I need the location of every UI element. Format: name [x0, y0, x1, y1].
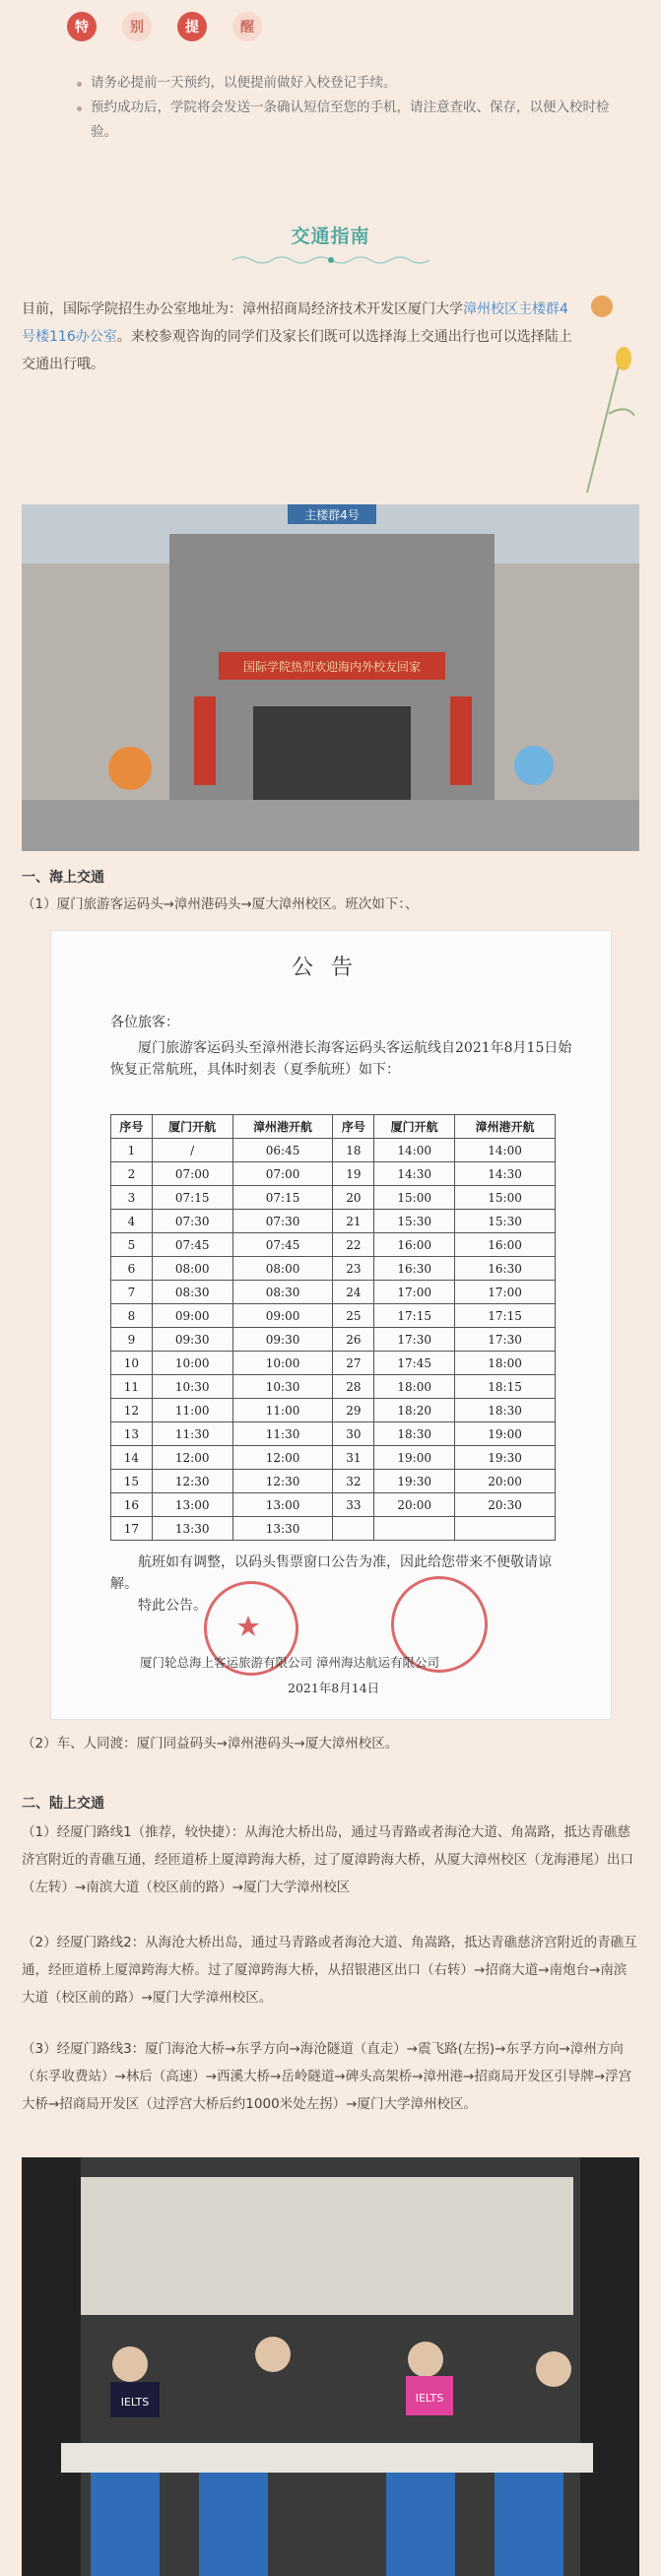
table-cell: 12:30 [232, 1470, 333, 1493]
table-row [111, 1470, 556, 1493]
table-cell: 33 [333, 1493, 374, 1517]
table-cell: 18:00 [374, 1375, 455, 1399]
table-cell: 13:00 [232, 1493, 333, 1517]
table-cell: 19:30 [455, 1446, 556, 1470]
table-header-row [111, 1115, 556, 1139]
table-cell: 14:30 [374, 1162, 455, 1186]
th-xiamen-2: 厦门开航 [374, 1115, 455, 1139]
table-cell: 15:30 [374, 1210, 455, 1233]
table-row [111, 1446, 556, 1470]
table-cell: 9 [111, 1328, 153, 1352]
table-cell: / [152, 1139, 232, 1162]
reminder-char-4: 醒 [232, 12, 262, 41]
table-cell: 15:00 [455, 1186, 556, 1210]
notice-date: 2021年8月14日 [288, 1681, 380, 1695]
table-cell: 18:00 [455, 1352, 556, 1375]
table-cell: 08:00 [232, 1257, 333, 1281]
welcome-banner: 国际学院热烈欢迎海内外校友回家 [242, 660, 422, 674]
building-sign: 主楼群4号 [304, 508, 360, 522]
th-no-2: 序号 [333, 1115, 374, 1139]
intro-text-a: 目前，国际学院招生办公室地址为：漳州招商局经济技术开发区厦门大学 [22, 301, 463, 317]
table-cell: 27 [333, 1352, 374, 1375]
table-cell [374, 1517, 455, 1541]
table-cell: 16:00 [374, 1233, 455, 1257]
table-cell: 07:00 [152, 1162, 232, 1186]
notice-salutation: 各位旅客： [110, 1015, 179, 1030]
table-cell: 19:00 [374, 1446, 455, 1470]
table-cell: 13:30 [232, 1517, 333, 1541]
table-cell: 11:30 [152, 1422, 232, 1446]
table-cell: 2 [111, 1162, 153, 1186]
table-cell: 10:30 [232, 1375, 333, 1399]
table-cell: 15:00 [374, 1186, 455, 1210]
table-cell: 07:00 [232, 1162, 333, 1186]
table-cell: 14:30 [455, 1162, 556, 1186]
table-cell: 20:30 [455, 1493, 556, 1517]
reminder-list [77, 71, 628, 145]
table-cell: 13 [111, 1422, 153, 1446]
schedule-rows [111, 1139, 556, 1541]
sea-heading: 一、海上交通 [22, 870, 104, 886]
table-cell: 10 [111, 1352, 153, 1375]
library-illustration [22, 2157, 639, 2576]
table-cell: 8 [111, 1304, 153, 1328]
table-cell: 13:30 [152, 1517, 232, 1541]
table-cell: 31 [333, 1446, 374, 1470]
table-cell: 17:30 [374, 1328, 455, 1352]
table-row [111, 1162, 556, 1186]
table-cell: 11:00 [152, 1399, 232, 1422]
table-cell: 15 [111, 1470, 153, 1493]
table-cell: 19:00 [455, 1422, 556, 1446]
table-cell: 12:30 [152, 1470, 232, 1493]
table-cell: 08:00 [152, 1257, 232, 1281]
table-cell: 19 [333, 1162, 374, 1186]
table-cell: 6 [111, 1257, 153, 1281]
table-cell: 24 [333, 1281, 374, 1304]
table-row [111, 1186, 556, 1210]
table-cell: 19:30 [374, 1470, 455, 1493]
table-row [111, 1517, 556, 1541]
flower-icon [577, 345, 646, 502]
notice-closing: 特此公告。 [138, 1598, 207, 1614]
table-cell: 16:30 [374, 1257, 455, 1281]
table-cell: 18:30 [374, 1422, 455, 1446]
table-row [111, 1399, 556, 1422]
table-cell: 1 [111, 1139, 153, 1162]
table-cell: 20 [333, 1186, 374, 1210]
land-route-3: （3）经厦门路线3：厦门海沧大桥→东孚方向→海沧隧道（直走）→震飞路(左拐)→东孚方向→漳州方向（东孚收费站）→林后（高速）→西溪大桥→岳岭隧道→碑头高架桥→漳州港→招商局开发区引导牌→浮宫大桥→招商局开发区（过浮宫大桥后约1000米处左拐）→厦门大学漳州校区。 [22, 2041, 632, 2112]
table-cell: 07:30 [232, 1210, 333, 1233]
table-cell: 20:00 [374, 1493, 455, 1517]
reminder-item: 预约成功后，学院将会发送一条确认短信至您的手机，请注意查收、保存，以便入校时检验。 [77, 96, 628, 145]
table-cell: 18:20 [374, 1399, 455, 1422]
table-cell: 3 [111, 1186, 153, 1210]
section-title-traffic: 交通指南 [291, 226, 370, 247]
th-zhangzhou-2: 漳州港开航 [455, 1115, 556, 1139]
table-cell: 13:00 [152, 1493, 232, 1517]
land-route-1: （1）经厦门路线1（推荐，较快捷）：从海沧大桥出岛，通过马青路或者海沧大道、角嵩路，抵达青礁慈济宫附近的青礁互通，经匝道桥上厦漳跨海大桥，过了厦漳跨海大桥，从厦大漳州校区（龙海港尾）出口（左转）→南滨大道（校区前的路）→厦门大学漳州校区 [22, 1824, 633, 1895]
office-address-highlight: 漳州校区主楼群4号楼116办公室 [22, 301, 568, 345]
th-xiamen-1: 厦门开航 [152, 1115, 232, 1139]
table-row [111, 1493, 556, 1517]
table-cell: 20:00 [455, 1470, 556, 1493]
table-cell: 4 [111, 1210, 153, 1233]
table-cell: 07:45 [232, 1233, 333, 1257]
table-cell: 08:30 [232, 1281, 333, 1304]
library-photo [22, 2157, 639, 2576]
table-cell [455, 1517, 556, 1541]
th-zhangzhou-1: 漳州港开航 [232, 1115, 333, 1139]
table-cell: 14:00 [374, 1139, 455, 1162]
table-cell: 23 [333, 1257, 374, 1281]
table-cell: 09:30 [152, 1328, 232, 1352]
table-row [111, 1304, 556, 1328]
table-cell: 17 [111, 1517, 153, 1541]
sea-route-2: （2）车、人同渡：厦门同益码头→漳州港码头→厦大漳州校区。 [22, 1736, 399, 1751]
table-cell: 09:30 [232, 1328, 333, 1352]
building-illustration [22, 504, 639, 851]
table-cell: 18 [333, 1139, 374, 1162]
table-cell: 12 [111, 1399, 153, 1422]
table-cell: 28 [333, 1375, 374, 1399]
table-cell: 30 [333, 1422, 374, 1446]
sea-route-1: （1）厦门旅游客运码头→漳州港码头→厦大漳州校区。班次如下：、 [22, 896, 419, 912]
land-route-2: （2）经厦门路线2：从海沧大桥出岛，通过马青路或者海沧大道、角嵩路，抵达青礁慈济宫附近的青礁互通，经匝道桥上厦漳跨海大桥。过了厦漳跨海大桥，从招银港区出口（右转）→招商大道→南炮台→南滨大道（校区前的路）→厦门大学漳州校区。 [22, 1935, 637, 2006]
table-cell: 17:30 [455, 1328, 556, 1352]
book-label: IELTS [415, 2392, 444, 2405]
table-cell: 26 [333, 1328, 374, 1352]
table-row [111, 1422, 556, 1446]
ferry-notice [51, 931, 611, 1719]
table-row [111, 1139, 556, 1162]
table-row [111, 1281, 556, 1304]
table-cell: 16:30 [455, 1257, 556, 1281]
table-cell: 32 [333, 1470, 374, 1493]
table-cell: 11:30 [232, 1422, 333, 1446]
table-cell: 12:00 [152, 1446, 232, 1470]
table-cell: 17:15 [455, 1304, 556, 1328]
table-row [111, 1210, 556, 1233]
table-cell: 09:00 [152, 1304, 232, 1328]
table-cell: 10:30 [152, 1375, 232, 1399]
table-cell [333, 1517, 374, 1541]
table-cell: 17:15 [374, 1304, 455, 1328]
table-cell: 7 [111, 1281, 153, 1304]
book-label: IELTS [120, 2396, 150, 2409]
notice-title: 公告 [291, 956, 370, 980]
table-cell: 22 [333, 1233, 374, 1257]
intro-text-b: 。来校参观咨询的同学们及家长们既可以选择海上交通出行也可以选择陆上交通出行哦。 [22, 329, 572, 372]
ferry-schedule-table [110, 1114, 556, 1541]
table-cell: 17:00 [455, 1281, 556, 1304]
table-cell: 15:30 [455, 1210, 556, 1233]
table-cell: 11:00 [232, 1399, 333, 1422]
table-cell: 14:00 [455, 1139, 556, 1162]
reminder-char-1: 特 [67, 12, 97, 41]
notice-footer: 航班如有调整，以码头售票窗口公告为准，因此给您带来不便敬请谅解。 [110, 1554, 552, 1592]
table-cell: 10:00 [152, 1352, 232, 1375]
table-cell: 17:45 [374, 1352, 455, 1375]
traffic-intro [22, 296, 573, 378]
table-row [111, 1375, 556, 1399]
table-cell: 11 [111, 1375, 153, 1399]
table-row [111, 1328, 556, 1352]
land-heading: 二、陆上交通 [22, 1796, 104, 1812]
table-cell: 10:00 [232, 1352, 333, 1375]
reminder-item: 请务必提前一天预约，以便提前做好入校登记手续。 [77, 71, 628, 96]
table-cell: 18:15 [455, 1375, 556, 1399]
table-cell: 17:00 [374, 1281, 455, 1304]
table-cell: 07:45 [152, 1233, 232, 1257]
table-cell: 14 [111, 1446, 153, 1470]
table-cell: 18:30 [455, 1399, 556, 1422]
th-no-1: 序号 [111, 1115, 153, 1139]
table-cell: 12:00 [232, 1446, 333, 1470]
seal-star-icon [236, 1615, 260, 1638]
notice-signers: 厦门轮总海上客运旅游有限公司 漳州海达航运有限公司 [140, 1655, 439, 1670]
table-row [111, 1257, 556, 1281]
table-row [111, 1233, 556, 1257]
table-cell: 07:15 [232, 1186, 333, 1210]
table-cell: 16 [111, 1493, 153, 1517]
table-cell: 25 [333, 1304, 374, 1328]
notice-body: 厦门旅游客运码头至漳州港长海客运码头客运航线自2021年8月15日始恢复正常航班，具体时刻表（夏季航班）如下： [110, 1040, 572, 1078]
table-cell: 21 [333, 1210, 374, 1233]
table-cell: 07:15 [152, 1186, 232, 1210]
table-row [111, 1352, 556, 1375]
table-cell: 5 [111, 1233, 153, 1257]
reminder-char-2: 别 [122, 12, 152, 41]
building-photo [22, 504, 639, 851]
special-reminder-header [67, 12, 262, 41]
table-cell: 09:00 [232, 1304, 333, 1328]
decorative-dot-icon [591, 296, 613, 317]
title-divider-icon [232, 254, 430, 266]
table-cell: 29 [333, 1399, 374, 1422]
table-cell: 16:00 [455, 1233, 556, 1257]
reminder-char-3: 提 [177, 12, 207, 41]
table-cell: 06:45 [232, 1139, 333, 1162]
table-cell: 08:30 [152, 1281, 232, 1304]
table-cell: 07:30 [152, 1210, 232, 1233]
